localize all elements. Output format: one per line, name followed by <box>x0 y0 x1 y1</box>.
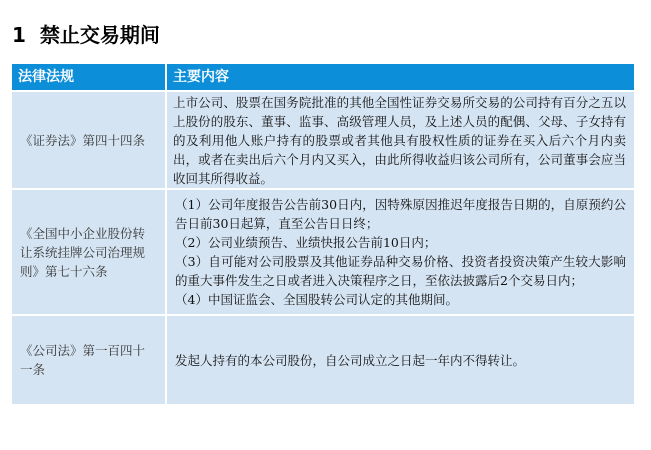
header-content: 主要内容 <box>173 69 229 85</box>
table-row <box>12 190 634 316</box>
law-cell: 《证券法》第四十四条 <box>12 92 167 188</box>
table-header-row <box>12 64 634 92</box>
page-title-number: 1 <box>12 23 26 47</box>
table-row <box>12 92 634 190</box>
page-title <box>12 22 160 48</box>
content-paragraph: 发起人持有的本公司股份，自公司成立之日起一年内不得转让。 <box>175 352 526 368</box>
law-cell: 《全国中小企业股份转让系统挂牌公司治理规则》第七十六条 <box>12 190 167 314</box>
content-cell <box>167 92 634 188</box>
restricted-period-table <box>12 64 634 406</box>
content-item: （3）自可能对公司股票及其他证券品种交易价格、投资者投资决策产生较大影响的重大事件发生之日或者进入决策程序之日，至依法披露后2个交易日内； <box>175 254 626 288</box>
content-paragraph: 上市公司、股票在国务院批准的其他全国性证券交易所交易的公司持有百分之五以上股份的股东、董事、监事、高级管理人员，及上述人员的配偶、父母、子女持有的及利用他人账户持有的股票或者其他具有股权性质的证券在买入后六个月内卖出，或者在卖出后六个月内又买入，由此所得收益归该公司所有，公司董事会应当收回其所得收益。 <box>173 94 626 186</box>
content-cell <box>167 190 634 314</box>
law-cell: 《公司法》第一百四十一条 <box>12 316 167 404</box>
header-law: 法律法规 <box>12 64 167 90</box>
table-row <box>12 316 634 406</box>
page-title-text: 禁止交易期间 <box>39 23 160 47</box>
content-item: （1）公司年度报告公告前30日内，因特殊原因推迟年度报告日期的，自原预约公告日前30日起算，直至公告日日终； <box>175 197 626 231</box>
content-item: （2）公司业绩预告、业绩快报公告前10日内； <box>175 235 437 250</box>
content-cell <box>167 316 634 404</box>
content-item: （4）中国证监会、全国股转公司认定的其他期间。 <box>175 292 458 307</box>
